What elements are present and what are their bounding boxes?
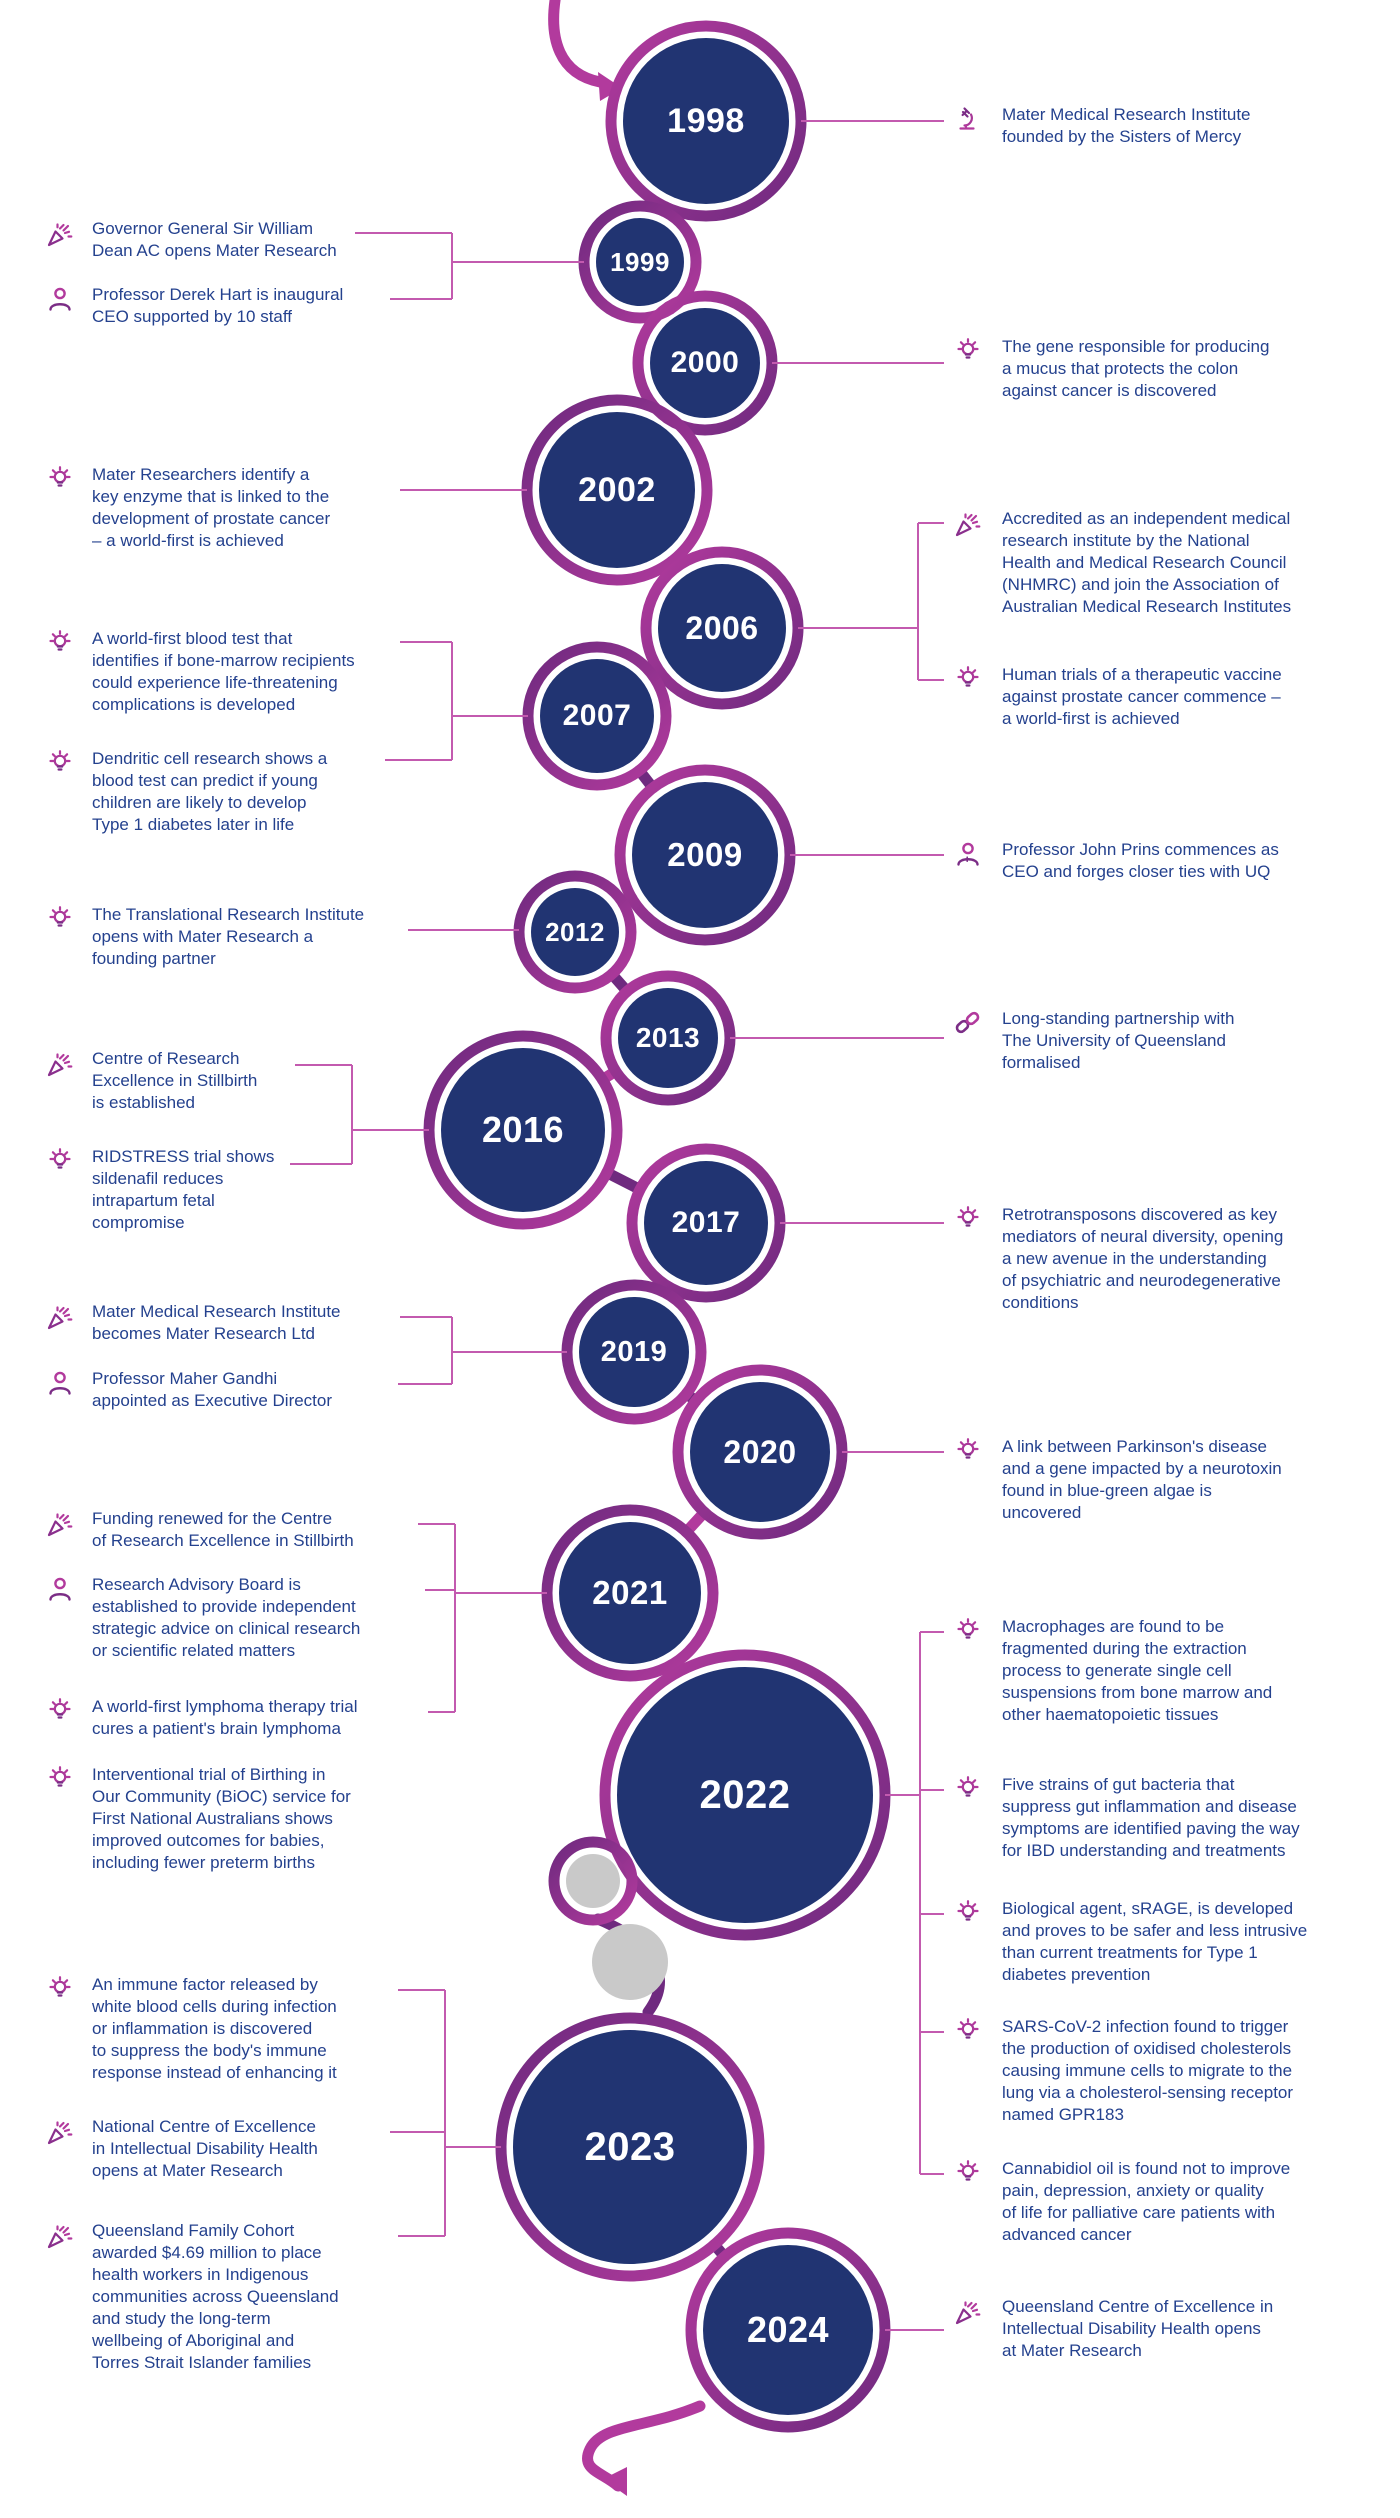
milestone-text-line: The University of Queensland [1002,1031,1226,1050]
milestone-text [1002,1204,1283,1314]
year-label: 2020 [723,1433,797,1470]
milestone-text-line: white blood cells during infection [92,1997,337,2016]
milestone-text-line: CEO and forges closer ties with UQ [1002,862,1271,881]
year-label: 1999 [610,246,670,277]
milestone-text-line: Mater Researchers identify a [92,465,310,484]
milestone-text-line: A world-first blood test that [92,629,293,648]
celebration-icon [44,1048,76,1080]
milestone-text [92,1368,332,1412]
year-label: 2009 [667,836,743,873]
milestone-text [92,1764,351,1874]
milestone-entry [952,1898,1307,1986]
person-icon [44,1574,76,1606]
milestone-entry [44,464,330,552]
milestone-text-line: suppress gut inflammation and disease [1002,1797,1297,1816]
milestone-text-line: a world-first is achieved [1002,709,1180,728]
milestone-text-line: becomes Mater Research Ltd [92,1324,315,1343]
lightbulb-icon [952,1436,984,1468]
milestone-text-line: blood test can predict if young [92,771,318,790]
milestone-text [92,1696,357,1740]
milestone-text-line: uncovered [1002,1503,1082,1522]
milestone-text-line: symptoms are identified paving the way [1002,1819,1300,1838]
milestone-text [92,904,364,970]
milestone-text-line: key enzyme that is linked to the [92,487,330,506]
milestone-text [1002,1898,1307,1986]
milestone-text-line: against prostate cancer commence – [1002,687,1281,706]
year-node-2002 [539,412,695,568]
milestone-text-line: Queensland Family Cohort [92,2221,295,2240]
milestone-text-line: Professor Maher Gandhi [92,1369,278,1388]
milestone-text-line: First National Australians shows [92,1809,333,1828]
milestone-text-line: CEO supported by 10 staff [92,307,293,326]
milestone-text [1002,839,1279,883]
milestone-text-line: Professor John Prins commences as [1002,840,1279,859]
milestone-text [1002,664,1282,730]
milestone-text-line: found in blue-green algae is [1002,1481,1212,1500]
milestone-text-line: founded by the Sisters of Mercy [1002,127,1242,146]
milestone-entry [44,284,343,328]
milestone-entry [952,664,1282,730]
celebration-icon [44,218,76,250]
person-plus-icon [952,839,984,871]
milestone-text-line: awarded $4.69 million to place [92,2243,322,2262]
milestone-text-line: in Intellectual Disability Health [92,2139,318,2158]
milestone-text-line: Professor Derek Hart is inaugural [92,285,344,304]
milestone-entry [952,1774,1300,1862]
milestone-text-line: Human trials of a therapeutic vaccine [1002,665,1282,684]
milestone-text-line: A world-first lymphoma therapy trial [92,1697,358,1716]
year-label: 2022 [699,1772,791,1817]
milestone-text [92,284,343,328]
milestone-text-line: or inflammation is discovered [92,2019,313,2038]
year-node-2024 [703,2245,873,2415]
milestone-entry [952,1008,1234,1074]
person-icon [44,284,76,316]
milestone-text-line: than current treatments for Type 1 [1002,1943,1258,1962]
milestone-entry [44,1974,337,2084]
lightbulb-icon [952,1616,984,1648]
milestone-entry [44,628,355,716]
lightbulb-icon [44,464,76,496]
milestone-text-line: founding partner [92,949,216,968]
milestone-entry [44,748,327,836]
gray-circle [566,1854,620,1908]
milestone-entry [44,2116,318,2182]
milestone-text-line: suspensions from bone marrow and [1002,1683,1273,1702]
milestone-text-line: Accredited as an independent medical [1002,509,1291,528]
celebration-icon [44,1508,76,1540]
milestone-text-line: SARS-CoV-2 infection found to trigger [1002,2017,1289,2036]
year-node-2000 [650,308,760,418]
milestone-text [1002,1616,1272,1726]
celebration-icon [952,2296,984,2328]
lightbulb-icon [952,1774,984,1806]
milestone-text-line: Macrophages are found to be [1002,1617,1225,1636]
milestone-text-line: cures a patient's brain lymphoma [92,1719,341,1738]
milestone-entry [952,1616,1272,1726]
milestone-text-line: research institute by the National [1002,531,1250,550]
milestone-entry [952,1436,1282,1524]
milestone-text-line: opens with Mater Research a [92,927,314,946]
milestone-text-line: Five strains of gut bacteria that [1002,1775,1235,1794]
milestone-text-line: the production of oxidised cholesterols [1002,2039,1292,2058]
milestone-text-line: RIDSTRESS trial shows [92,1147,275,1166]
milestone-text-line: to suppress the body's immune [92,2041,327,2060]
milestone-text [92,464,330,552]
milestone-entry [44,904,364,970]
milestone-entry [44,1368,332,1412]
lightbulb-icon [44,1764,76,1796]
milestone-text [1002,1008,1234,1074]
milestone-text-line: at Mater Research [1002,2341,1142,2360]
milestone-entry [44,1574,360,1662]
milestone-text-line: Centre of Research [92,1049,240,1068]
milestone-text-line: Type 1 diabetes later in life [92,815,295,834]
milestone-text-line: lung via a cholesterol-sensing receptor [1002,2083,1294,2102]
milestone-text-line: established to provide independent [92,1597,356,1616]
milestone-text-line: Torres Strait Islander families [92,2353,312,2372]
year-node-2019 [579,1297,689,1407]
milestone-entry [44,1764,351,1874]
milestone-text-line: National Centre of Excellence [92,2117,316,2136]
milestone-text-line: opens at Mater Research [92,2161,283,2180]
milestone-text [92,1574,360,1662]
milestone-entry [952,104,1251,148]
celebration-icon [44,2220,76,2252]
milestone-text-line: Funding renewed for the Centre [92,1509,333,1528]
milestone-text-line: Mater Medical Research Institute [92,1302,341,1321]
celebration-icon [44,2116,76,2148]
milestone-text-line: An immune factor released by [92,1975,318,1994]
milestone-text-line: Health and Medical Research Council [1002,553,1287,572]
milestone-text [92,1146,274,1234]
milestone-text-line: Dendritic cell research shows a [92,749,328,768]
milestone-entry [44,1146,274,1234]
milestone-text-line: communities across Queensland [92,2287,339,2306]
milestone-text-line: Australian Medical Research Institutes [1002,597,1292,616]
milestone-text-line: Interventional trial of Birthing in [92,1765,326,1784]
year-label: 2002 [578,470,656,509]
milestone-text [92,748,327,836]
milestone-text [1002,2016,1293,2126]
year-node-2023 [513,2030,747,2264]
year-node-2020 [690,1382,830,1522]
milestone-text-line: Mater Medical Research Institute [1002,105,1251,124]
milestone-text-line: formalised [1002,1053,1081,1072]
milestone-entry [952,2296,1273,2362]
year-label: 2023 [584,2124,676,2169]
milestone-text [92,2116,318,2182]
milestone-entry [44,1696,357,1740]
celebration-icon [952,508,984,540]
year-node-2012 [531,888,619,976]
milestone-text-line: for IBD understanding and treatments [1002,1841,1286,1860]
milestone-text [92,1508,354,1552]
milestone-text-line: development of prostate cancer [92,509,331,528]
milestone-text-line: Governor General Sir William [92,219,314,238]
ribbon-bridge [607,1173,640,1190]
milestone-entry [952,2016,1293,2126]
year-node-2022 [617,1667,873,1923]
milestone-entry [44,218,337,262]
milestone-text-line: process to generate single cell [1002,1661,1232,1680]
milestone-text-line: of Research Excellence in Stillbirth [92,1531,354,1550]
milestone-text-line: complications is developed [92,695,296,714]
milestone-text-line: is established [92,1093,196,1112]
milestone-text-line: response instead of enhancing it [92,2063,337,2082]
celebration-icon [44,1301,76,1333]
milestone-text-line: of life for palliative care patients with [1002,2203,1276,2222]
lightbulb-icon [952,2016,984,2048]
milestone-text-line: and a gene impacted by a neurotoxin [1002,1459,1282,1478]
milestone-text-line: against cancer is discovered [1002,381,1217,400]
year-label: 2013 [635,1022,701,1053]
milestone-text-line: named GPR183 [1002,2105,1124,2124]
year-node-2006 [658,564,786,692]
milestone-text-line: wellbeing of Aboriginal and [92,2331,295,2350]
milestone-text-line: sildenafil reduces [92,1169,224,1188]
milestone-text [92,218,337,262]
milestone-text-line: Queensland Centre of Excellence in [1002,2297,1274,2316]
milestone-entry [952,336,1269,402]
microscope-icon [952,104,984,136]
lightbulb-icon [952,664,984,696]
lightbulb-icon [952,1898,984,1930]
milestone-text-line: strategic advice on clinical research [92,1619,361,1638]
milestone-text-line: compromise [92,1213,185,1232]
milestone-text-line: Cannabidiol oil is found not to improve [1002,2159,1291,2178]
year-label: 2007 [562,699,632,732]
milestone-text-line: children are likely to develop [92,793,307,812]
lightbulb-icon [44,904,76,936]
bottom-arrow-curve [587,2406,700,2486]
milestone-text-line: of psychiatric and neurodegenerative [1002,1271,1281,1290]
milestone-entry [44,1508,354,1552]
milestone-text [1002,104,1251,148]
lightbulb-icon [44,1696,76,1728]
lightbulb-icon [44,1974,76,2006]
milestone-text-line: and proves to be safer and less intrusive [1002,1921,1308,1940]
milestone-text-line: mediators of neural diversity, opening [1002,1227,1284,1246]
milestone-entry [952,1204,1283,1314]
year-node-2007 [540,659,654,773]
lightbulb-icon [952,2158,984,2190]
milestone-text-line: The Translational Research Institute [92,905,365,924]
milestone-text-line: or scientific related matters [92,1641,296,1660]
milestone-text-line: Research Advisory Board is [92,1575,301,1594]
milestone-text-line: Biological agent, sRAGE, is developed [1002,1899,1294,1918]
milestone-text-line: causing immune cells to migrate to the [1002,2061,1293,2080]
lightbulb-icon [44,1146,76,1178]
milestone-entry [44,1048,257,1114]
milestone-text [1002,1436,1282,1524]
year-node-2013 [618,988,718,1088]
milestone-text-line: A link between Parkinson's disease [1002,1437,1268,1456]
milestone-text [1002,508,1291,618]
milestone-text-line: could experience life-threatening [92,673,338,692]
milestone-text [92,628,355,716]
year-node-2021 [559,1522,701,1664]
milestone-text-line: and study the long-term [92,2309,271,2328]
year-node-1999 [596,218,684,306]
lightbulb-icon [952,1204,984,1236]
year-label: 2016 [481,1109,565,1150]
milestone-text-line: The gene responsible for producing [1002,337,1270,356]
milestone-text-line: diabetes prevention [1002,1965,1151,1984]
year-label: 2024 [746,2309,830,2350]
milestone-text-line: Retrotransposons discovered as key [1002,1205,1277,1224]
milestone-text [1002,2296,1273,2362]
milestone-text-line: Excellence in Stillbirth [92,1071,258,1090]
milestone-text [1002,2158,1290,2246]
bottom-arrowhead [603,2467,627,2496]
milestone-text-line: identifies if bone-marrow recipients [92,651,355,670]
lightbulb-icon [44,628,76,660]
year-label: 1998 [667,101,745,140]
milestone-text-line: intrapartum fetal [92,1191,215,1210]
milestone-text-line: conditions [1002,1293,1079,1312]
milestone-text-line: a new avenue in the understanding [1002,1249,1267,1268]
milestone-text-line: pain, depression, anxiety or quality [1002,2181,1264,2200]
milestone-entry [952,2158,1290,2246]
milestone-entry [44,1301,341,1345]
year-label: 2021 [592,1574,668,1611]
lightbulb-icon [952,336,984,368]
year-node-1998 [623,38,789,204]
milestone-text-line: appointed as Executive Director [92,1391,333,1410]
year-label: 2000 [670,346,740,379]
milestone-entry [44,2220,339,2374]
year-label: 2006 [685,609,759,646]
milestone-text [92,2220,339,2374]
gray-circle [592,1924,668,2000]
milestone-text-line: health workers in Indigenous [92,2265,309,2284]
milestone-text-line: advanced cancer [1002,2225,1132,2244]
milestone-text [1002,1774,1300,1862]
milestone-text [92,1974,337,2084]
milestone-text-line: a mucus that protects the colon [1002,359,1239,378]
lightbulb-icon [44,748,76,780]
milestone-text [1002,336,1269,402]
milestone-text-line: Long-standing partnership with [1002,1009,1235,1028]
milestone-text-line: Intellectual Disability Health opens [1002,2319,1261,2338]
milestone-text-line: other haematopoietic tissues [1002,1705,1219,1724]
year-label: 2017 [671,1206,741,1239]
person-icon [44,1368,76,1400]
milestone-text [92,1301,341,1345]
milestone-entry [952,508,1291,618]
year-label: 2012 [545,916,605,947]
milestone-text-line: improved outcomes for babies, [92,1831,325,1850]
milestone-text-line: Our Community (BiOC) service for [92,1787,351,1806]
link-icon [952,1008,984,1040]
year-node-2009 [632,782,778,928]
milestone-text-line: Dean AC opens Mater Research [92,241,337,260]
year-node-2017 [644,1161,768,1285]
year-label: 2019 [600,1335,668,1368]
milestone-text-line: fragmented during the extraction [1002,1639,1247,1658]
milestone-text-line: (NHMRC) and join the Association of [1002,575,1279,594]
year-node-2016 [441,1048,605,1212]
milestone-entry [952,839,1279,883]
milestone-text-line: including fewer preterm births [92,1853,315,1872]
milestone-text [92,1048,257,1114]
milestone-text-line: – a world-first is achieved [92,531,284,550]
top-arrow-curve [554,0,600,82]
